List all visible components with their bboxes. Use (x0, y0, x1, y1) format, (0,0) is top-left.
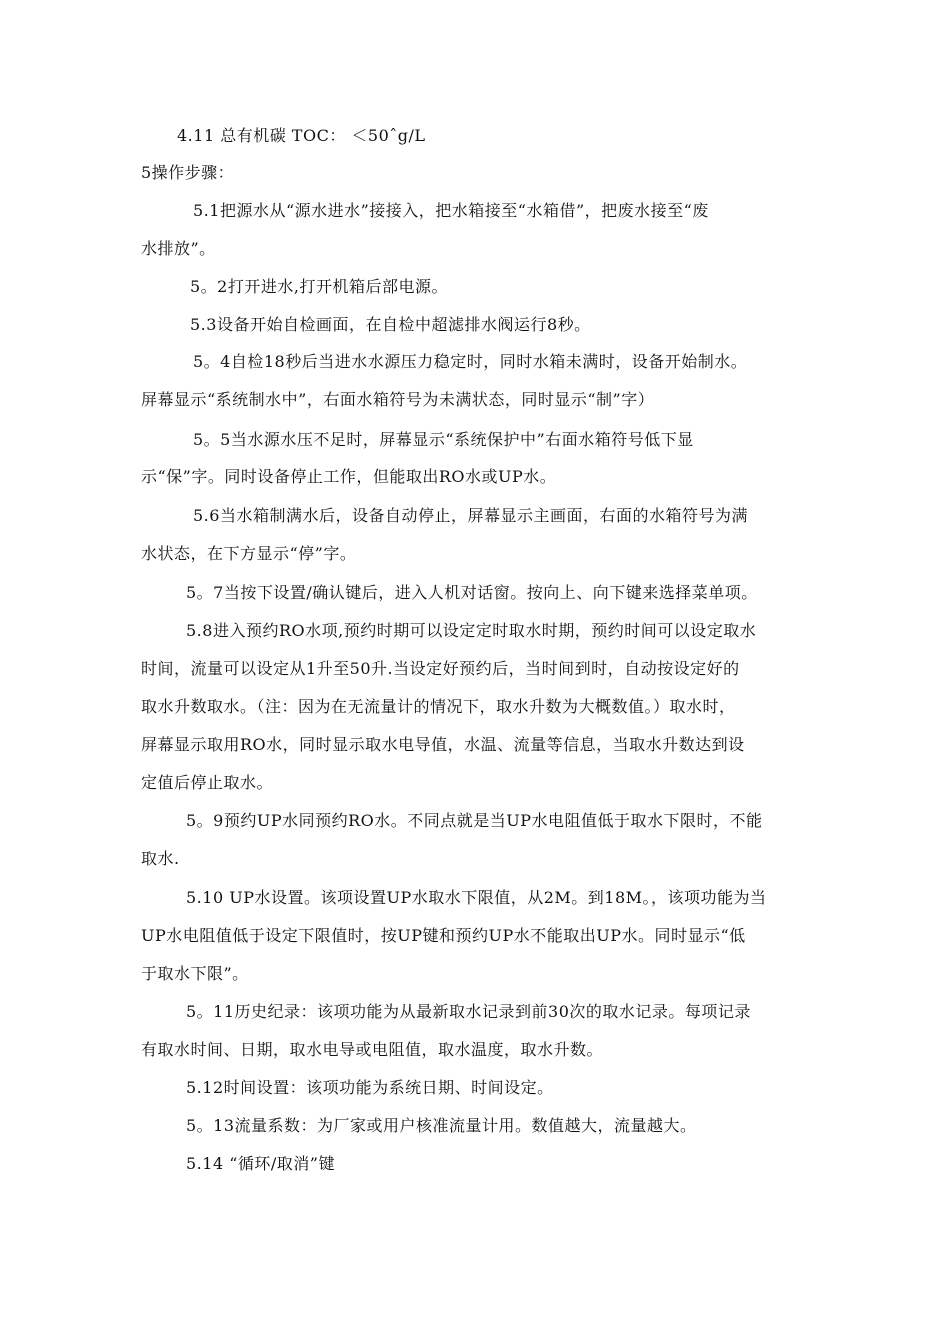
text-line-5-11: 5。11历史纪录：该项功能为从最新取水记录到前30次的取水记录。每项记录 (186, 1002, 751, 1021)
text-line-5-10: 5.10 UP水设置。该项设置UP水取水下限值，从2M。到18M。，该项功能为当 (186, 888, 767, 907)
text-line-5-7: 5。7当按下设置/确认键后，进入人机对话窗。按向上、向下键来选择菜单项。 (186, 583, 758, 602)
text-line-5-8-cont-3: 屏幕显示取用RO水，同时显示取水电导值，水温、流量等信息，当取水升数达到设 (141, 735, 745, 754)
text-line-5-14: 5.14 “循环/取消”键 (186, 1154, 335, 1173)
text-line-5-13: 5。13流量系数：为厂家或用户核准流量计用。数值越大，流量越大。 (186, 1116, 697, 1135)
text-line-5-2: 5。2打开进水,打开机箱后部电源。 (190, 277, 448, 296)
text-line-5-5: 5。5当水源水压不足时，屏幕显示“系统保护中”右面水箱符号低下显 (193, 430, 694, 449)
text-line-5-12: 5.12时间设置：该项功能为系统日期、时间设定。 (186, 1078, 554, 1097)
text-line-5-6: 5.6当水箱制满水后，设备自动停止，屏幕显示主画面，右面的水箱符号为满 (193, 506, 748, 525)
text-line-5-6-cont: 水状态，在下方显示“停”字。 (141, 544, 357, 563)
text-line-5-1: 5.1把源水从“源水进水”接接入，把水箱接至“水箱借”，把废水接至“废 (193, 201, 709, 220)
text-line-5-9: 5。9预约UP水同预约RO水。不同点就是当UP水电阻值低于取水下限时，不能 (186, 811, 763, 830)
text-line-5-8-cont-1: 时间，流量可以设定从1升至50升.当设定好预约后，当时间到时，自动按设定好的 (141, 659, 740, 678)
text-line-5-9-cont: 取水. (141, 849, 180, 868)
text-line-5-10-cont-1: UP水电阻值低于设定下限值时，按UP键和预约UP水不能取出UP水。同时显示“低 (141, 926, 746, 945)
text-line-5-1-cont: 水排放”。 (141, 239, 216, 258)
text-line-5-8-cont-2: 取水升数取水。（注：因为在无流量计的情况下，取水升数为大概数值。）取水时， (141, 697, 736, 716)
text-line-5-10-cont-2: 于取水下限”。 (141, 964, 249, 983)
text-line-5-3: 5.3设备开始自检画面，在自检中超滤排水阀运行8秒。 (190, 315, 591, 334)
text-line-5-4: 5。4自检18秒后当进水水源压力稳定时，同时水箱未满时，设备开始制水。 (193, 352, 748, 371)
text-line-5-8-cont-4: 定值后停止取水。 (141, 773, 274, 792)
text-line-5-8: 5.8进入预约RO水项,预约时期可以设定定时取水时期，预约时间可以设定取水 (186, 621, 757, 640)
text-line-5-11-cont: 有取水时间、日期，取水电导或电阻值，取水温度，取水升数。 (141, 1040, 604, 1059)
text-line-5-5-cont: 示“保”字。同时设备停止工作，但能取出RO水或UP水。 (141, 467, 557, 486)
text-line-5-4-cont: 屏幕显示“系统制水中”，右面水箱符号为未满状态，同时显示“制”字） (141, 390, 655, 409)
text-line-toc: 4.11 总有机碳 TOC： ＜50ˆg/L (177, 126, 426, 145)
section-heading-operation-steps: 5操作步骤： (141, 163, 235, 182)
